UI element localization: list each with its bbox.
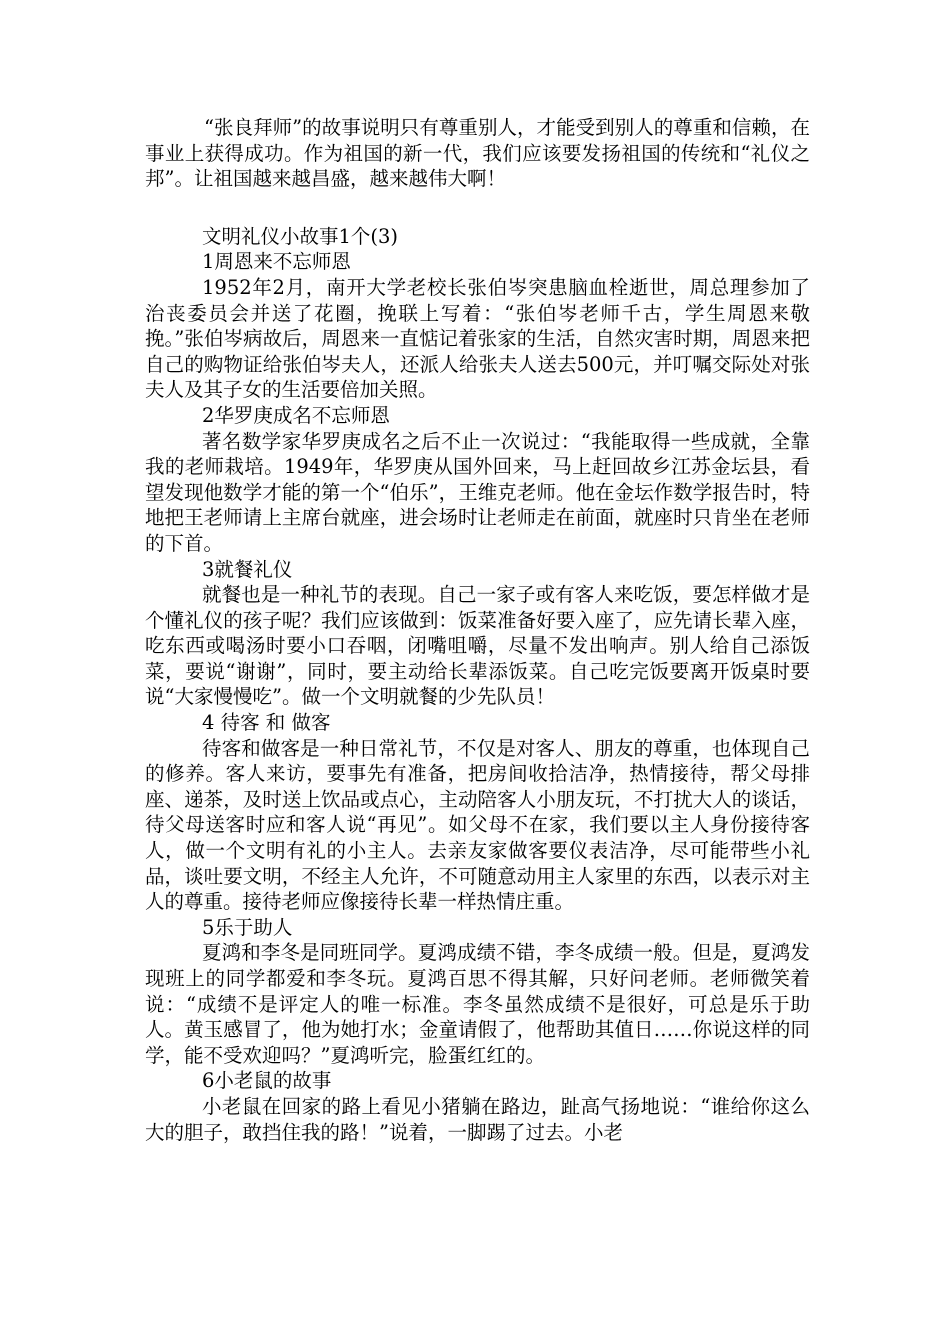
intro-paragraph: “张良拜师”的故事说明只有尊重别人，才能受到别人的尊重和信赖，在事业上获得成功。作为祖国的新一代，我们应该要发扬祖国的传统和“礼仪之邦”。让祖国越来越昌盛，越来越伟大啊！ — [145, 116, 810, 191]
story-heading-4: 4 待客 和 做客 — [202, 711, 331, 735]
story-body-4: 待客和做客是一种日常礼节，不仅是对客人、朋友的尊重，也体现自己的修养。客人来访，要事先有准备，把房间收拾洁净，热情接待，帮父母排座、递茶，及时送上饮品或点心，主动陪客人小朋友玩，不打扰大人的谈话，待父母送客时应和客人说“再见”。如父母不在家，我们要以主人身份接待客人，做一个文明有礼的小主人。去亲友家做客要仪表洁净，尽可能带些小礼品，谈吐要文明，不经主人允许，不可随意动用主人家里的东西，以表示对主人的尊重。接待老师应像接待长辈一样热情庄重。 — [145, 736, 810, 914]
story-body-6: 小老鼠在回家的路上看见小猪躺在路边，趾高气扬地说：“谁给你这么大的胆子，敢挡住我的路！”说着，一脚踢了过去。小老 — [145, 1094, 810, 1144]
story-body-1: 1952年2月，南开大学老校长张伯岑突患脑血栓逝世，周总理参加了治丧委员会并送了花圈，挽联上写着：“张伯岑老师千古，学生周恩来敬挽。”张伯岑病故后，周恩来一直惦记着张家的生活，自然灾害时期，周恩来把自己的购物证给张伯岑夫人，还派人给张夫人送去500元，并叮嘱交际处对张夫人及其子女的生活要倍加关照。 — [145, 275, 810, 402]
story-heading-1: 1周恩来不忘师恩 — [202, 250, 351, 274]
story-body-2: 著名数学家华罗庚成名之后不止一次说过：“我能取得一些成就，全靠我的老师栽培。1949年，华罗庚从国外回来，马上赶回故乡江苏金坛县，看望发现他数学才能的第一个“伯乐”，王维克老师。他在金坛作数学报告时，特地把王老师请上主席台就座，进会场时让老师走在前面，就座时只肯坐在老师的下首。 — [145, 429, 810, 555]
story-heading-5: 5乐于助人 — [202, 915, 293, 939]
story-heading-3: 3就餐礼仪 — [202, 557, 293, 581]
section-title: 文明礼仪小故事1个(3) — [202, 224, 399, 248]
story-heading-6: 6小老鼠的故事 — [202, 1069, 332, 1093]
story-body-3: 就餐也是一种礼节的表现。自己一家子或有客人来吃饭，要怎样做才是个懂礼仪的孩子呢？我们应该做到：饭菜准备好要入座了，应先请长辈入座，吃东西或喝汤时要小口吞咽，闭嘴咀嚼，尽量不发出响声。别人给自己添饭菜，要说“谢谢”，同时，要主动给长辈添饭菜。自己吃完饭要离开饭桌时要说“大家慢慢吃”。做一个文明就餐的少先队员！ — [145, 583, 810, 709]
story-body-5: 夏鸿和李冬是同班同学。夏鸿成绩不错，李冬成绩一般。但是，夏鸿发现班上的同学都爱和李冬玩。夏鸿百思不得其解，只好问老师。老师微笑着说：“成绩不是评定人的唯一标准。李冬虽然成绩不是很好，可总是乐于助人。黄玉感冒了，他为她打水；金童请假了，他帮助其值日……你说这样的同学，能不受欢迎吗？”夏鸿听完，脸蛋红红的。 — [145, 941, 810, 1067]
document-page — [145, 115, 810, 1145]
story-heading-2: 2华罗庚成名不忘师恩 — [202, 403, 390, 427]
